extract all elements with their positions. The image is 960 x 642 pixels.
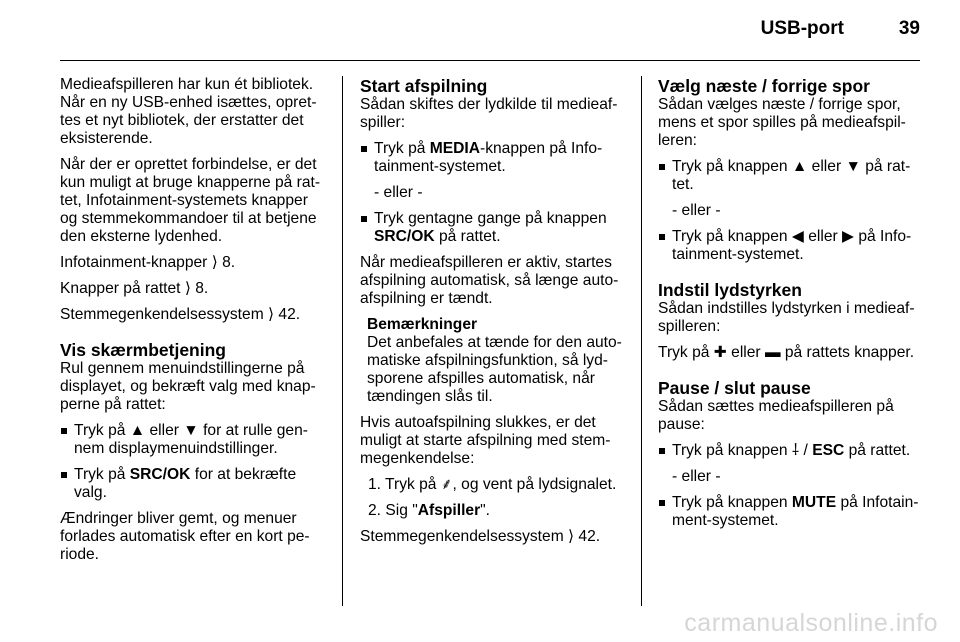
paragraph: Sådan skiftes der lydkilde til medieaf-spiller:	[360, 96, 618, 131]
column-2	[360, 76, 626, 554]
or-separator: - eller -	[672, 202, 721, 219]
cross-reference: Knapper på rattet ⟩ 8.	[60, 280, 209, 297]
bullet-square-icon	[659, 500, 665, 506]
note-body: Det anbefales at tænde for den auto-matiske afspilningsfunktion, så lyd-sporene afspilles automatisk, når tændingen slås til.	[367, 334, 622, 405]
section-title: USB-port	[760, 18, 844, 39]
bullet-item: Tryk på knappen MUTE på Infotain-ment-systemet.	[658, 494, 924, 530]
section-lydstyrke	[658, 280, 924, 362]
numbered-step-2: 2. Sig "Afspiller".	[368, 502, 491, 519]
bullet-square-icon	[361, 216, 367, 222]
heading-pause: Pause / slut pause	[658, 378, 811, 398]
bullet-square-icon	[61, 472, 67, 478]
header-rule	[60, 60, 920, 61]
column-3	[658, 76, 924, 538]
paragraph: Når medieafspilleren er aktiv, startes afspilning automatisk, så længe auto-afspilning er tændt.	[360, 254, 619, 307]
bullet-square-icon	[361, 146, 367, 152]
paragraph: Hvis autoafspilning slukkes, er det muligt at starte afspilning med stem-megenkendelse:	[360, 414, 611, 467]
column-divider-1	[342, 76, 343, 606]
paragraph: Sådan vælges næste / forrige spor, mens et spor spilles på medieafspil-leren:	[658, 96, 906, 149]
cross-reference: Infotainment-knapper ⟩ 8.	[60, 254, 236, 271]
paragraph: Rul gennem menuindstillingerne på displayet, og bekræft valg med knap-perne på rattet:	[60, 360, 316, 413]
column-1	[60, 76, 326, 572]
cross-reference: Stemmegenkendelsessystem ⟩ 42.	[360, 528, 601, 545]
cross-reference: Stemmegenkendelsessystem ⟩ 42.	[60, 306, 301, 323]
section-vis	[60, 340, 326, 564]
bullet-item: Tryk på SRC/OK for at bekræfte valg.	[60, 466, 326, 502]
heading-vaelg-spor: Vælg næste / forrige spor	[658, 76, 870, 96]
watermark: carmanualsonline.info	[684, 609, 938, 637]
page-number: 39	[898, 18, 920, 39]
numbered-step-1: 1. Tryk på ⸙, og vent på lydsignalet.	[368, 476, 617, 493]
bullet-square-icon	[659, 234, 665, 240]
or-separator: - eller -	[672, 468, 721, 485]
section-pause	[658, 378, 924, 530]
paragraph: Sådan sættes medieafspilleren på pause:	[658, 398, 894, 433]
bullet-item: Tryk på knappen ▲ eller ▼ på rat-tet.	[658, 158, 924, 194]
paragraph: Når der er oprettet forbindelse, er det kun muligt at bruge knapperne på rat-tet, Infotainment-systemets knapper og stemmekommandoer til at betjene den eksterne lydenhed.	[60, 156, 321, 245]
paragraph: Sådan indstilles lydstyrken i medieaf-spilleren:	[658, 300, 915, 335]
bullet-item: Tryk på MEDIA-knappen på Info-tainment-systemet.	[360, 140, 626, 176]
heading-indstil-lydstyrken: Indstil lydstyrken	[658, 280, 802, 300]
bullet-square-icon	[659, 448, 665, 454]
bullet-item: Tryk på ▲ eller ▼ for at rulle gen-nem displaymenuindstillinger.	[60, 422, 326, 458]
bullet-square-icon	[659, 164, 665, 170]
paragraph: Ændringer bliver gemt, og menuer forlades automatisk efter en kort pe-riode.	[60, 510, 310, 563]
bullet-item: Tryk på knappen ◀ eller ▶ på Info-tainment-systemet.	[658, 228, 924, 264]
paragraph: Medieafspilleren har kun ét bibliotek. Når en ny USB-enhed isættes, opret-tes et nyt bibliotek, der erstatter det eksisterende.	[60, 76, 317, 147]
or-separator: - eller -	[374, 184, 423, 201]
heading-start-afspilning: Start afspilning	[360, 76, 488, 96]
column-divider-2	[641, 76, 642, 606]
bullet-item: Tryk gentagne gange på knappen SRC/OK på rattet.	[360, 210, 626, 246]
heading-vis-skaermbetjening: Vis skærmbetjening	[60, 340, 226, 360]
bullet-square-icon	[61, 428, 67, 434]
bullet-item: Tryk på knappen ⸸ / ESC på rattet.	[658, 442, 924, 460]
note-heading: Bemærkninger	[367, 316, 478, 333]
paragraph: Tryk på ✚ eller ▬ på rattets knapper.	[658, 344, 915, 361]
note-box	[360, 316, 626, 406]
